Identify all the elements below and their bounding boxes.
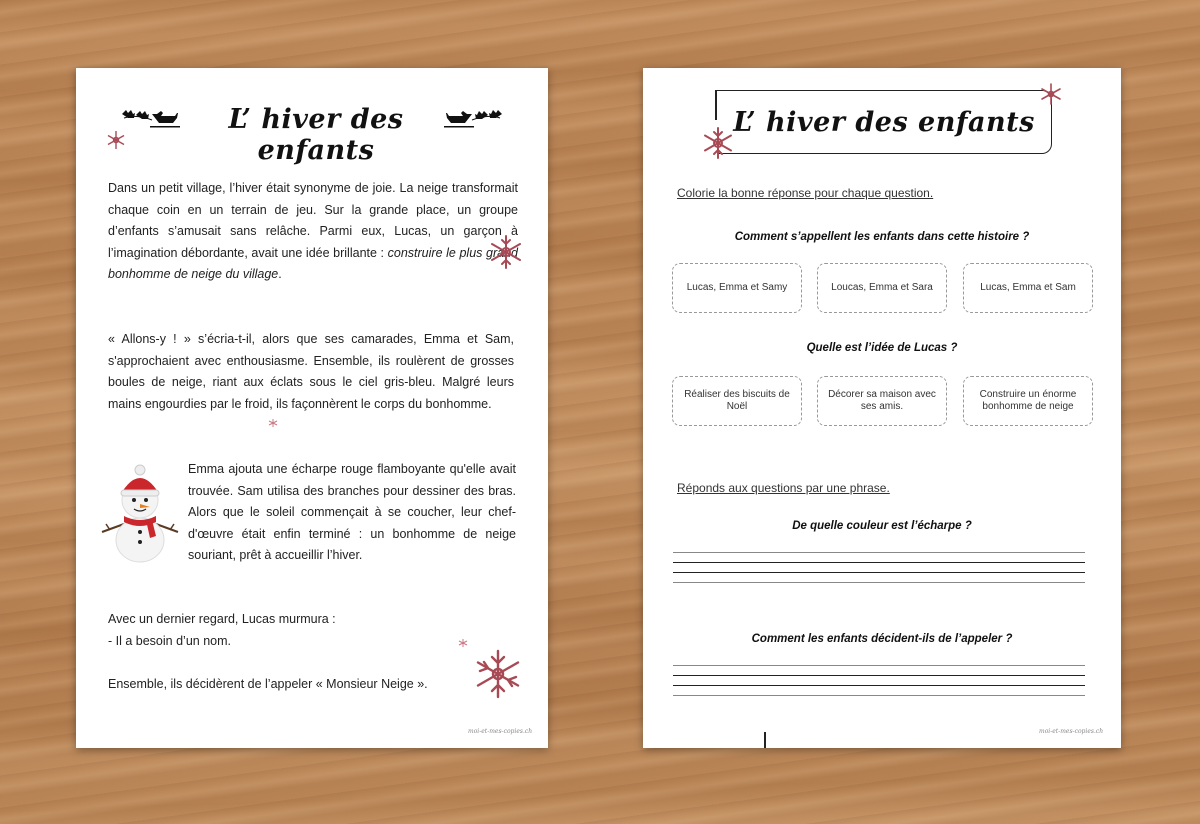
writing-line[interactable] bbox=[673, 665, 1085, 666]
snowflake-icon bbox=[1039, 82, 1063, 106]
instruction-answer: Réponds aux questions par une phrase. bbox=[677, 481, 890, 495]
story-paragraph-4 bbox=[108, 609, 488, 652]
question-3: De quelle couleur est l’écharpe ? bbox=[792, 520, 972, 532]
snowman-icon bbox=[98, 464, 182, 564]
story-paragraph-1 bbox=[108, 178, 518, 286]
writing-line[interactable] bbox=[673, 582, 1085, 583]
writing-line[interactable] bbox=[673, 695, 1085, 696]
writing-line[interactable] bbox=[673, 552, 1085, 553]
story-paragraph-5: Ensemble, ils décidèrent de l’appeler « Monsieur Neige ». bbox=[108, 677, 428, 691]
snowflake-icon bbox=[458, 638, 468, 648]
writing-line[interactable] bbox=[673, 572, 1085, 573]
answer-choice[interactable]: Réaliser des biscuits de Noël bbox=[672, 376, 802, 426]
answer-choice[interactable]: Lucas, Emma et Samy bbox=[672, 263, 802, 313]
page-title: L’ hiver des enfants bbox=[228, 104, 404, 166]
snowflake-icon bbox=[488, 234, 524, 270]
story-paragraph-3: Emma ajouta une écharpe rouge flamboyante qu'elle avait trouvée. Sam utilisa des branches pour dessiner des bras. Alors que le soleil commençait à se coucher, leur chef-d'œuvre était enfin terminé : un bonhomme de neige souriant, prêt à accueillir l’hiver. bbox=[188, 462, 516, 562]
answer-choice[interactable]: Loucas, Emma et Sara bbox=[817, 263, 947, 313]
paragraph-end: . bbox=[278, 267, 282, 281]
page-footer: moi-et-mes-copies.ch bbox=[468, 728, 533, 735]
writing-line[interactable] bbox=[673, 685, 1085, 686]
question-2: Quelle est l’idée de Lucas ? bbox=[806, 342, 958, 354]
title-banner bbox=[120, 98, 504, 166]
paragraph-text: Dans un petit village, l’hiver était synonyme de joie. La neige transformait chaque coin en un terrain de jeu. Sur la grande place, un groupe d’enfants s’amusait sans relâche. Parmi eux, Lucas, un garçon à l’imagination débordante, avait une idée brillante : bbox=[108, 181, 518, 260]
answer-choice[interactable]: Construire un énorme bonhomme de neige bbox=[963, 376, 1093, 426]
writing-line[interactable] bbox=[673, 562, 1085, 563]
writing-line[interactable] bbox=[673, 675, 1085, 676]
page-title: L’ hiver des enfants bbox=[733, 107, 1035, 138]
snowflake-icon bbox=[106, 130, 126, 150]
sleigh-icon bbox=[120, 106, 184, 130]
paragraph-line: Avec un dernier regard, Lucas murmura : bbox=[108, 612, 336, 626]
answer-choice[interactable]: Décorer sa maison avec ses amis. bbox=[817, 376, 947, 426]
text-cursor bbox=[764, 732, 766, 748]
worksheet-page bbox=[643, 68, 1121, 748]
question-4: Comment les enfants décident-ils de l’appeler ? bbox=[751, 633, 1013, 645]
paragraph-italic-text: construire le plus grand bonhomme de neige du village bbox=[108, 245, 518, 281]
answer-choice[interactable]: Lucas, Emma et Sam bbox=[963, 263, 1093, 313]
question-1: Comment s’appellent les enfants dans cette histoire ? bbox=[734, 231, 1030, 243]
title-frame bbox=[717, 90, 1052, 154]
snowflake-icon bbox=[701, 126, 735, 160]
snowflake-icon bbox=[472, 648, 524, 700]
page-footer: moi-et-mes-copies.ch bbox=[1039, 728, 1104, 735]
story-paragraph-2: « Allons-y ! » s’écria-t-il, alors que ses camarades, Emma et Sam, s'approchaient avec enthousiasme. Ensemble, ils roulèrent de grosses boules de neige, riant aux éclats sous le ciel gris-bleu. Malgré leurs mains engourdies par le froid, ils façonnèrent le corps du bonhomme. bbox=[108, 332, 514, 411]
story-page bbox=[76, 68, 548, 748]
dialogue-line: - Il a besoin d’un nom. bbox=[108, 633, 231, 648]
snowflake-icon bbox=[268, 418, 278, 428]
instruction-color: Colorie la bonne réponse pour chaque question. bbox=[677, 186, 934, 200]
sleigh-icon bbox=[440, 106, 504, 130]
